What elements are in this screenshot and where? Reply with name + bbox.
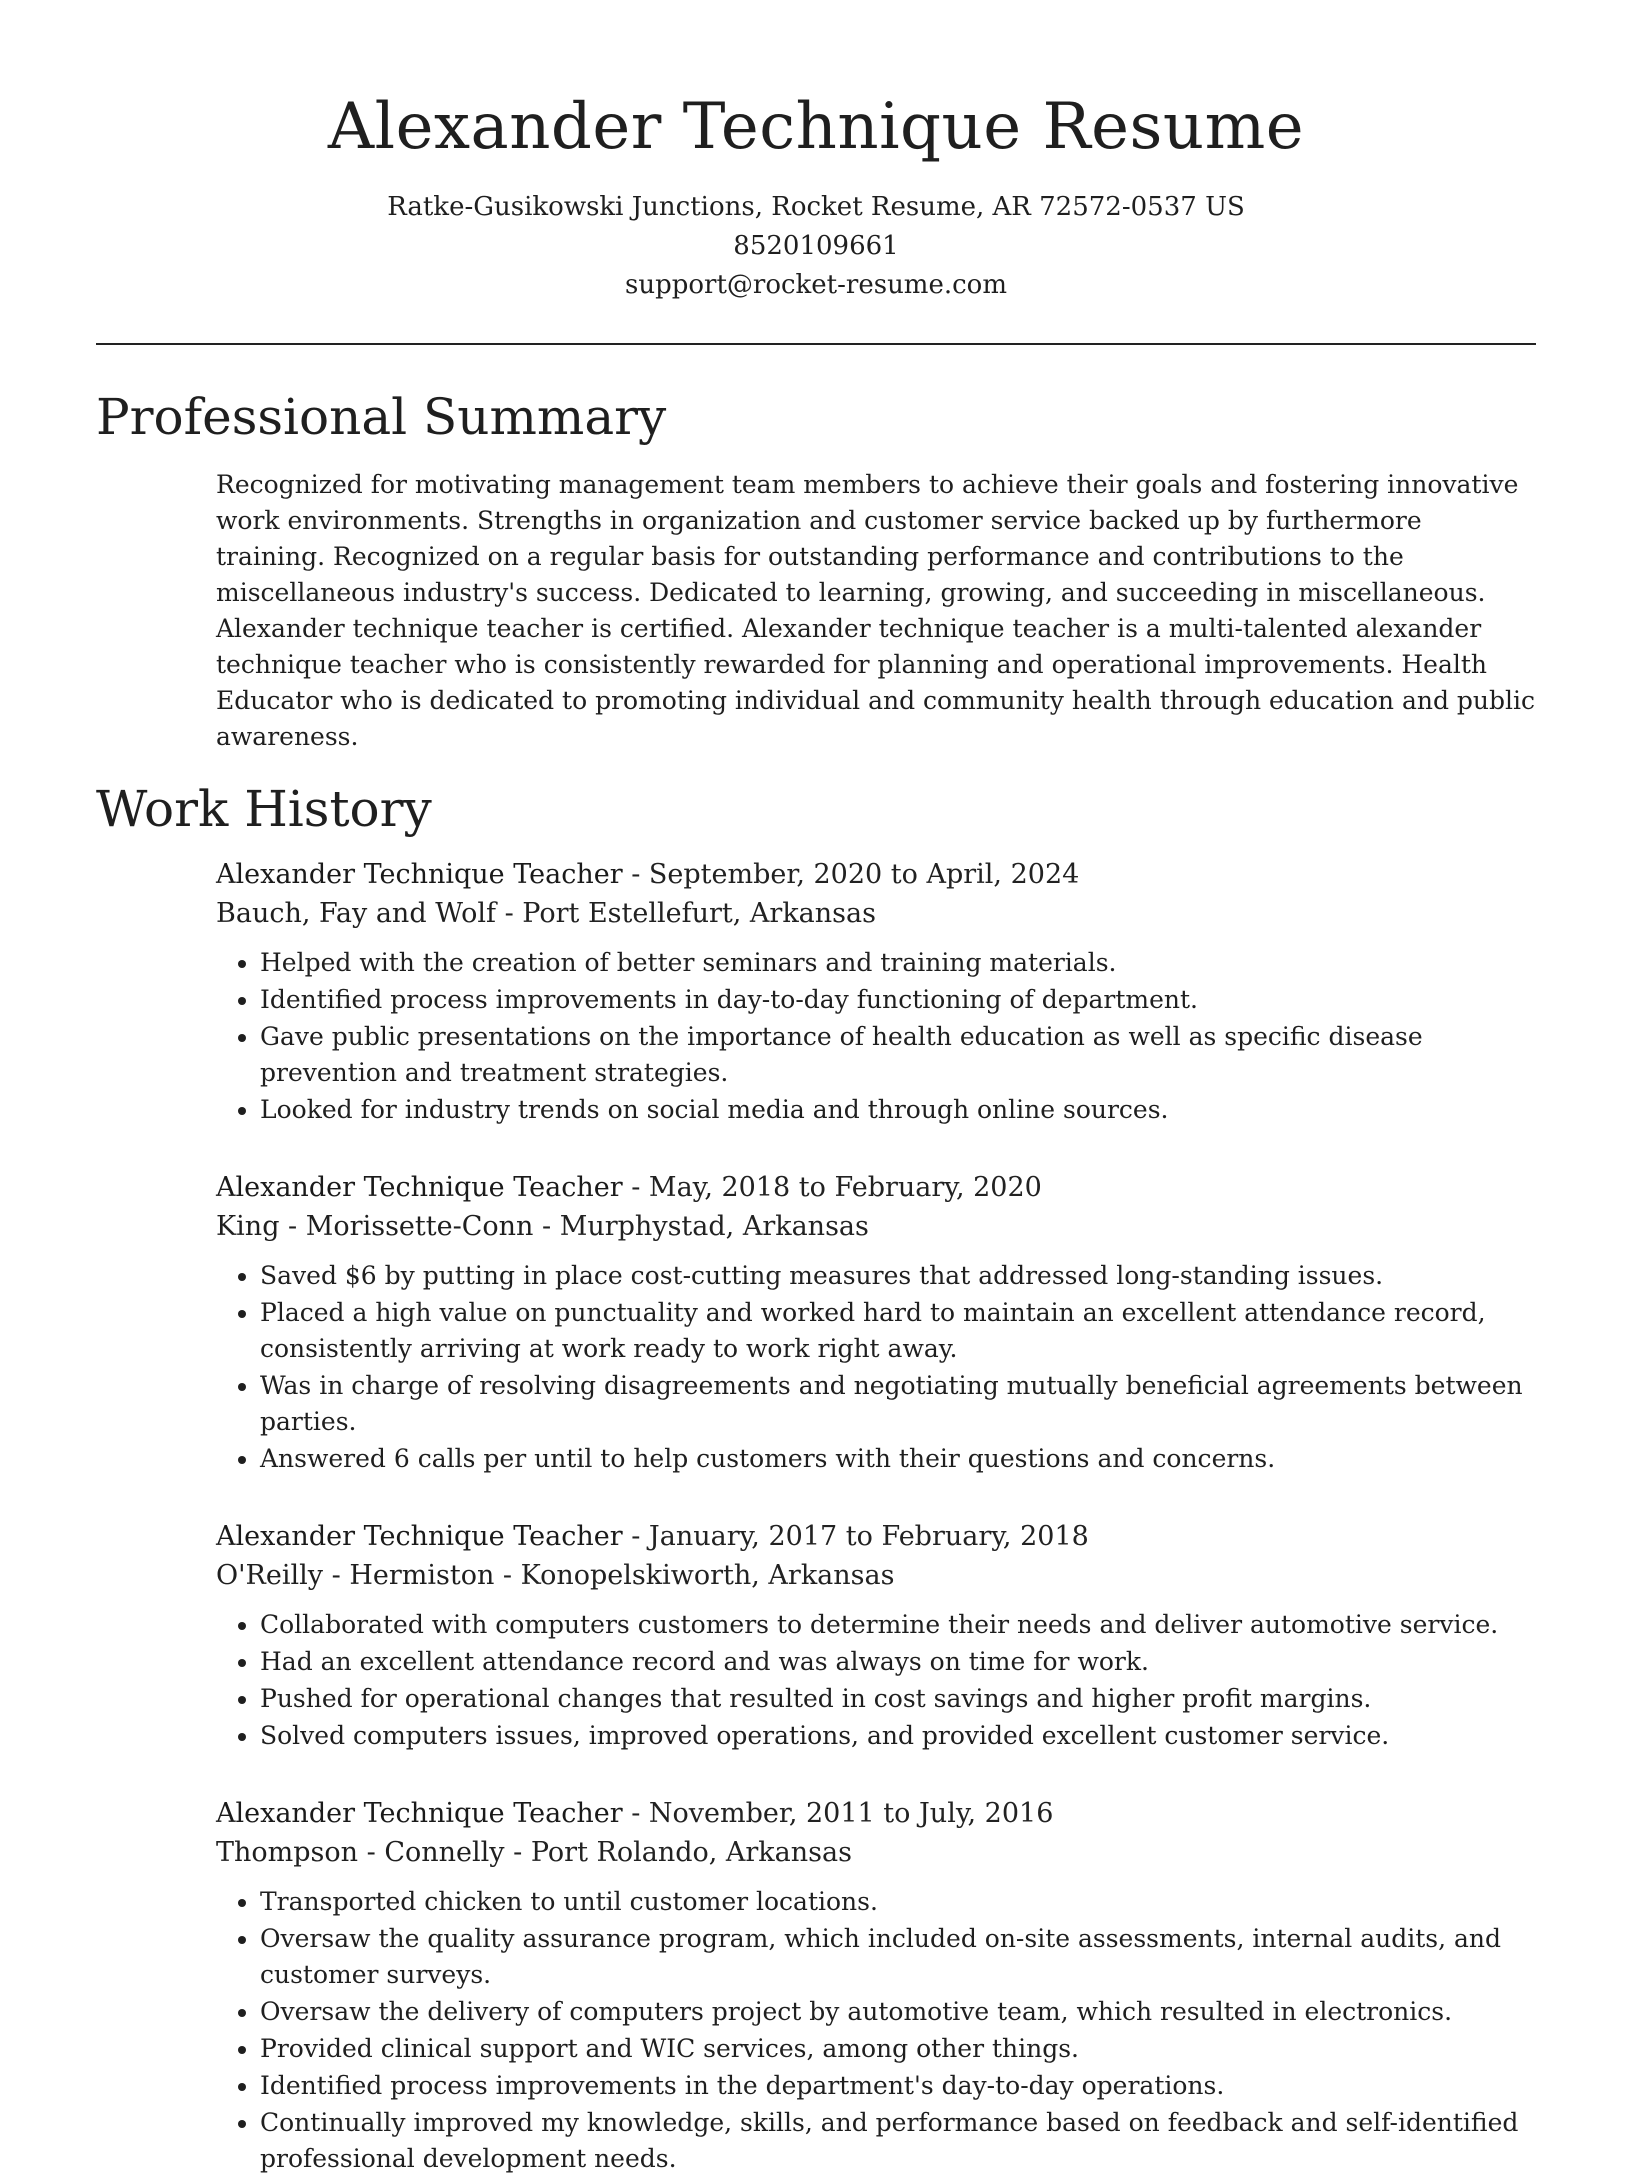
job-company: Thompson - Connelly <box>216 1837 505 1868</box>
job-separator: - <box>533 1211 560 1242</box>
job-dates: January, 2017 to February, 2018 <box>648 1521 1089 1552</box>
job-bullet: • Gave public presentations on the importance of health education as well as specific disease prevention and treatment strategies. <box>260 1019 1536 1091</box>
contact-address: Ratke-Gusikowski Junctions, Rocket Resume, AR 72572-0537 US <box>387 192 1245 222</box>
job-bullet: • Answered 6 calls per until to help customers with their questions and concerns. <box>260 1441 1536 1477</box>
job-bullet: • Collaborated with computers customers to determine their needs and deliver automotive service. <box>260 1607 1536 1643</box>
job-bullet: • Oversaw the quality assurance program, which included on-site assessments, internal audits, and customer surveys. <box>260 1921 1536 1993</box>
job-company-line <box>216 894 1536 933</box>
job-separator: - <box>622 1798 649 1829</box>
job-dates: November, 2011 to July, 2016 <box>648 1798 1054 1829</box>
job-bullet: • Identified process improvements in the department's day-to-day operations. <box>260 2068 1536 2104</box>
job-bullets <box>216 1884 1536 2177</box>
job-dates: September, 2020 to April, 2024 <box>648 859 1080 890</box>
job-title-line <box>216 1168 1536 1207</box>
contact-phone: 8520109661 <box>733 231 899 261</box>
job-bullet: • Continually improved my knowledge, skills, and performance based on feedback and self-identified professional development needs. <box>260 2105 1536 2177</box>
job-title: Alexander Technique Teacher <box>216 859 623 890</box>
job-bullet: • Solved computers issues, improved operations, and provided excellent customer service. <box>260 1718 1536 1754</box>
job-bullet: • Helped with the creation of better seminars and training materials. <box>260 945 1536 981</box>
header-divider <box>96 343 1536 345</box>
job-title-line <box>216 1517 1536 1556</box>
job-bullets <box>216 945 1536 1128</box>
job-bullets <box>216 1258 1536 1477</box>
job-dates: May, 2018 to February, 2020 <box>648 1172 1042 1203</box>
job-company: O'Reilly - Hermiston <box>216 1560 495 1591</box>
resume-title: Alexander Technique Resume <box>327 90 1305 164</box>
job-location: Konopelskiworth, Arkansas <box>520 1560 895 1591</box>
contact-email: support@rocket-resume.com <box>624 270 1007 300</box>
job-bullet: • Oversaw the delivery of computers project by automotive team, which resulted in electronics. <box>260 1994 1536 2030</box>
job-title: Alexander Technique Teacher <box>216 1172 623 1203</box>
job-company: Bauch, Fay and Wolf <box>216 898 496 929</box>
job-bullet: • Provided clinical support and WIC services, among other things. <box>260 2031 1536 2067</box>
job-bullet: • Transported chicken to until customer locations. <box>260 1884 1536 1920</box>
job-bullet: • Saved $6 by putting in place cost-cutting measures that addressed long-standing issues. <box>260 1258 1536 1294</box>
summary-heading: Professional Summary <box>96 388 667 446</box>
job-company-line <box>216 1207 1536 1246</box>
job-list <box>0 855 1632 2177</box>
job-company-line <box>216 1556 1536 1595</box>
job-title: Alexander Technique Teacher <box>216 1798 623 1829</box>
job-bullet: • Pushed for operational changes that resulted in cost savings and higher profit margins. <box>260 1681 1536 1717</box>
job-bullet: • Looked for industry trends on social media and through online sources. <box>260 1092 1536 1128</box>
job-entry <box>216 1517 1536 1754</box>
work-history-heading: Work History <box>96 780 432 838</box>
job-separator: - <box>504 1837 531 1868</box>
job-separator: - <box>622 1172 649 1203</box>
job-location: Port Estellefurt, Arkansas <box>522 898 876 929</box>
job-bullet: • Identified process improvements in day-to-day functioning of department. <box>260 982 1536 1018</box>
resume-header <box>0 0 1632 305</box>
job-bullet: • Was in charge of resolving disagreements and negotiating mutually beneficial agreements between parties. <box>260 1368 1536 1440</box>
job-separator: - <box>622 859 649 890</box>
job-company-line <box>216 1833 1536 1872</box>
job-separator: - <box>496 898 523 929</box>
summary-text: Recognized for motivating management team members to achieve their goals and fostering innovative work environments. Strengths in organization and customer service backed up by furthermore training. Recognized on a regular basis for outstanding performance and contributions to the miscellaneous industry's success. Dedicated to learning, growing, and succeeding in miscellaneous. Alexander technique teacher is certified. Alexander technique teacher is a multi-talented alexander technique teacher who is consistently rewarded for planning and operational improvements. Health Educator who is dedicated to promoting individual and community health through education and public awareness. <box>216 470 1536 751</box>
job-location: Murphystad, Arkansas <box>559 1211 869 1242</box>
job-bullet: • Placed a high value on punctuality and worked hard to maintain an excellent attendance record, consistently arriving at work ready to work right away. <box>260 1295 1536 1367</box>
job-bullets <box>216 1607 1536 1754</box>
job-title-line <box>216 1794 1536 1833</box>
job-bullet: • Had an excellent attendance record and was always on time for work. <box>260 1644 1536 1680</box>
job-location: Port Rolando, Arkansas <box>530 1837 852 1868</box>
job-entry <box>216 1794 1536 2177</box>
job-title: Alexander Technique Teacher <box>216 1521 623 1552</box>
job-entry <box>216 1168 1536 1477</box>
job-entry <box>216 855 1536 1128</box>
job-title-line <box>216 855 1536 894</box>
contact-block <box>0 188 1632 305</box>
job-separator: - <box>494 1560 521 1591</box>
job-separator: - <box>622 1521 649 1552</box>
job-company: King - Morissette-Conn <box>216 1211 534 1242</box>
